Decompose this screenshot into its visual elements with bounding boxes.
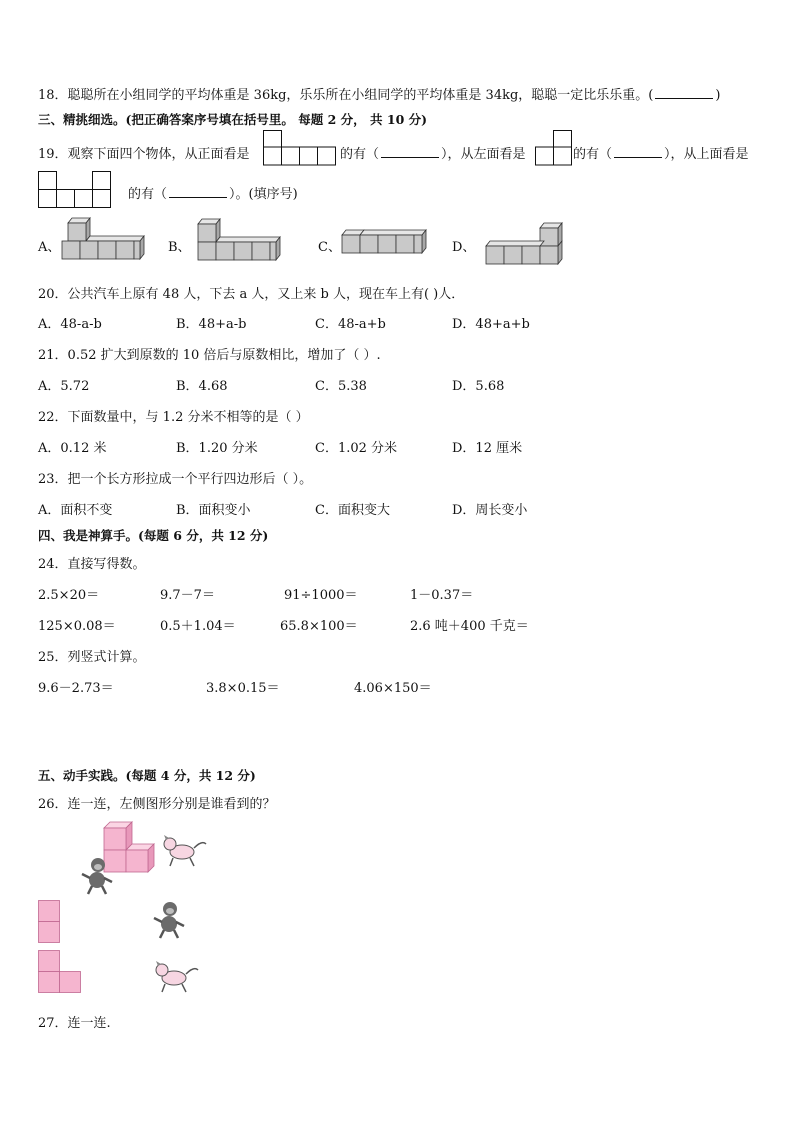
option-a-label: A、 xyxy=(38,240,61,255)
left-view-shape xyxy=(535,130,575,166)
answer-blank[interactable] xyxy=(655,88,713,99)
answer-blank[interactable] xyxy=(169,187,227,198)
dog-icon[interactable] xyxy=(152,958,200,994)
section-5-heading: 五、动手实践。(每题 4 分，共 12 分) xyxy=(38,768,256,783)
q23-option-b[interactable]: B．面积变小 xyxy=(176,503,251,518)
q23-option-c[interactable]: C．面积变大 xyxy=(315,503,390,518)
calc-item: 9.7－7＝ xyxy=(160,588,215,603)
question-20: 20．公共汽车上原有 48 人，下去 a 人，又上来 b 人，现在车上有( )人． xyxy=(38,287,465,302)
q21-option-b[interactable]: B．4.68 xyxy=(176,379,228,394)
q20-option-b[interactable]: B．48+a-b xyxy=(176,317,247,332)
cube-figure-d[interactable] xyxy=(486,216,576,268)
q21-option-d[interactable]: D．5.68 xyxy=(452,379,505,394)
section-4-heading: 四、我是神算手。(每题 6 分，共 12 分) xyxy=(38,528,269,543)
monkey-icon[interactable] xyxy=(152,900,188,940)
question-25: 25．列竖式计算。 xyxy=(38,650,146,665)
cube-figure-c[interactable] xyxy=(342,225,432,261)
calc-item: 2.6 吨＋400 千克＝ xyxy=(410,619,529,634)
vertical-calc-item: 4.06×150＝ xyxy=(354,681,432,696)
q21-option-c[interactable]: C．5.38 xyxy=(315,379,367,394)
calc-item: 2.5×20＝ xyxy=(38,588,100,603)
q20-option-c[interactable]: C．48-a+b xyxy=(315,317,386,332)
option-c-label: C、 xyxy=(318,240,341,255)
calc-item: 65.8×100＝ xyxy=(280,619,358,634)
q23-option-d[interactable]: D．周长变小 xyxy=(452,503,528,518)
calc-item: 1－0.37＝ xyxy=(410,588,474,603)
q23-option-a[interactable]: A．面积不变 xyxy=(38,503,113,518)
q22-option-b[interactable]: B．1.20 分米 xyxy=(176,441,258,456)
cube-figure-b[interactable] xyxy=(198,218,286,266)
calc-item: 125×0.08＝ xyxy=(38,619,116,634)
cube-figure-a[interactable] xyxy=(62,215,142,267)
question-24: 24．直接写得数。 xyxy=(38,557,146,572)
view-shape-vertical[interactable] xyxy=(38,900,62,944)
answer-blank[interactable] xyxy=(381,147,439,158)
dog-icon[interactable] xyxy=(160,832,208,868)
question-27: 27．连一连. xyxy=(38,1016,111,1031)
q22-option-c[interactable]: C．1.02 分米 xyxy=(315,441,398,456)
vertical-calc-item: 9.6－2.73＝ xyxy=(38,681,114,696)
option-d-label: D、 xyxy=(452,240,476,255)
calc-item: 91÷1000＝ xyxy=(284,588,358,603)
question-18: 18．聪聪所在小组同学的平均体重是 36kg，乐乐所在小组同学的平均体重是 34kg，聪聪一定比乐乐重。( ) xyxy=(38,88,721,103)
view-shape-l[interactable] xyxy=(38,950,84,996)
q21-option-a[interactable]: A．5.72 xyxy=(38,379,90,394)
question-23: 23．把一个长方形拉成一个平行四边形后（ ）。 xyxy=(38,472,313,487)
q20-option-d[interactable]: D．48+a+b xyxy=(452,317,530,332)
question-22: 22．下面数量中，与 1.2 分米不相等的是（ ） xyxy=(38,410,309,425)
question-26: 26．连一连，左侧图形分别是谁看到的？ xyxy=(38,797,276,812)
section-3-heading: 三、精挑细选。(把正确答案序号填在括号里。 每题 2 分， 共 10 分) xyxy=(38,112,428,127)
question-19-line-1: 19．观察下面四个物体，从正面看是 xyxy=(38,147,250,162)
question-21: 21．0.52 扩大到原数的 10 倍后与原数相比，增加了（ ）. xyxy=(38,348,381,363)
vertical-calc-item: 3.8×0.15＝ xyxy=(206,681,280,696)
option-b-label: B、 xyxy=(168,240,191,255)
calc-item: 0.5＋1.04＝ xyxy=(160,619,236,634)
q20-option-a[interactable]: A．48-a-b xyxy=(38,317,102,332)
monkey-icon[interactable] xyxy=(80,856,116,896)
question-18-text: 18．聪聪所在小组同学的平均体重是 36kg，乐乐所在小组同学的平均体重是 34kg，聪聪一定比乐乐重。( xyxy=(38,88,654,103)
front-view-shape xyxy=(263,130,339,166)
q22-option-a[interactable]: A．0.12 米 xyxy=(38,441,107,456)
answer-blank[interactable] xyxy=(614,147,662,158)
q22-option-d[interactable]: D．12 厘米 xyxy=(452,441,523,456)
top-view-shape xyxy=(38,171,114,209)
